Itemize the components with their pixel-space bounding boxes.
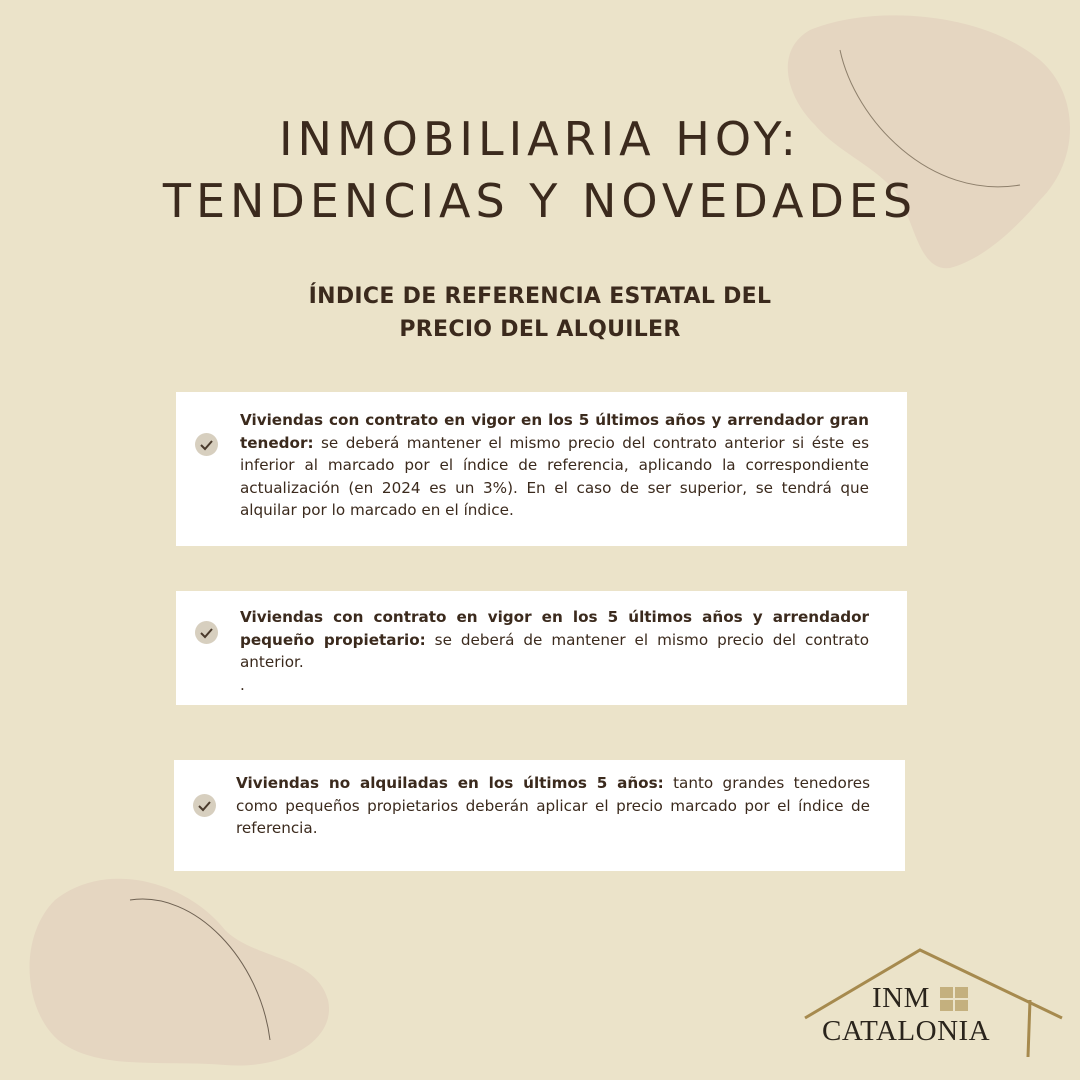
- page-subtitle: [0, 280, 1080, 346]
- decorative-blob-bottom-left: [15, 870, 335, 1070]
- card-trailing-dot: .: [240, 675, 245, 694]
- card-text: [236, 772, 870, 840]
- title-line-1: INMOBILIARIA HOY:: [278, 112, 802, 166]
- check-icon: [193, 794, 216, 817]
- card-body: se deberá de mantener el mismo precio del contrato anterior.: [240, 630, 869, 671]
- card-bold-lead: Viviendas con contrato en vigor en los 5 últimos años y arrendador gran tenedor:: [240, 411, 869, 452]
- check-icon: [195, 621, 218, 644]
- card-text: [240, 606, 869, 696]
- card-bold-lead: Viviendas con contrato en vigor en los 5 últimos años y arrendador pequeño propietario:: [240, 608, 869, 649]
- card-body: tanto grandes tenedores como pequeños propietarios deberán aplicar el precio marcado por el índice de referencia.: [236, 774, 870, 837]
- logo-text-catalonia: CATALONIA: [822, 1015, 991, 1047]
- info-card-no-alquiladas: [174, 760, 905, 871]
- info-card-gran-tenedor: [176, 392, 907, 546]
- card-body: se deberá mantener el mismo precio del contrato anterior si éste es inferior al marcado por el índice de referencia, aplicando la correspondiente actualización (en 2024 es un 3%). En el caso de ser superior, se tendrá que alquilar por lo marcado en el índice.: [240, 433, 869, 519]
- check-icon: [195, 433, 218, 456]
- info-card-pequeno-propietario: [176, 591, 907, 705]
- logo-text-inm: INM: [872, 982, 930, 1014]
- page-title: [0, 108, 1080, 232]
- title-line-2: TENDENCIAS Y NOVEDADES: [162, 174, 918, 228]
- subtitle-line-1: ÍNDICE DE REFERENCIA ESTATAL DEL: [308, 284, 772, 309]
- subtitle-line-2: PRECIO DEL ALQUILER: [399, 317, 681, 342]
- card-text: [240, 409, 869, 522]
- card-bold-lead: Viviendas no alquiladas en los últimos 5 años:: [236, 774, 664, 792]
